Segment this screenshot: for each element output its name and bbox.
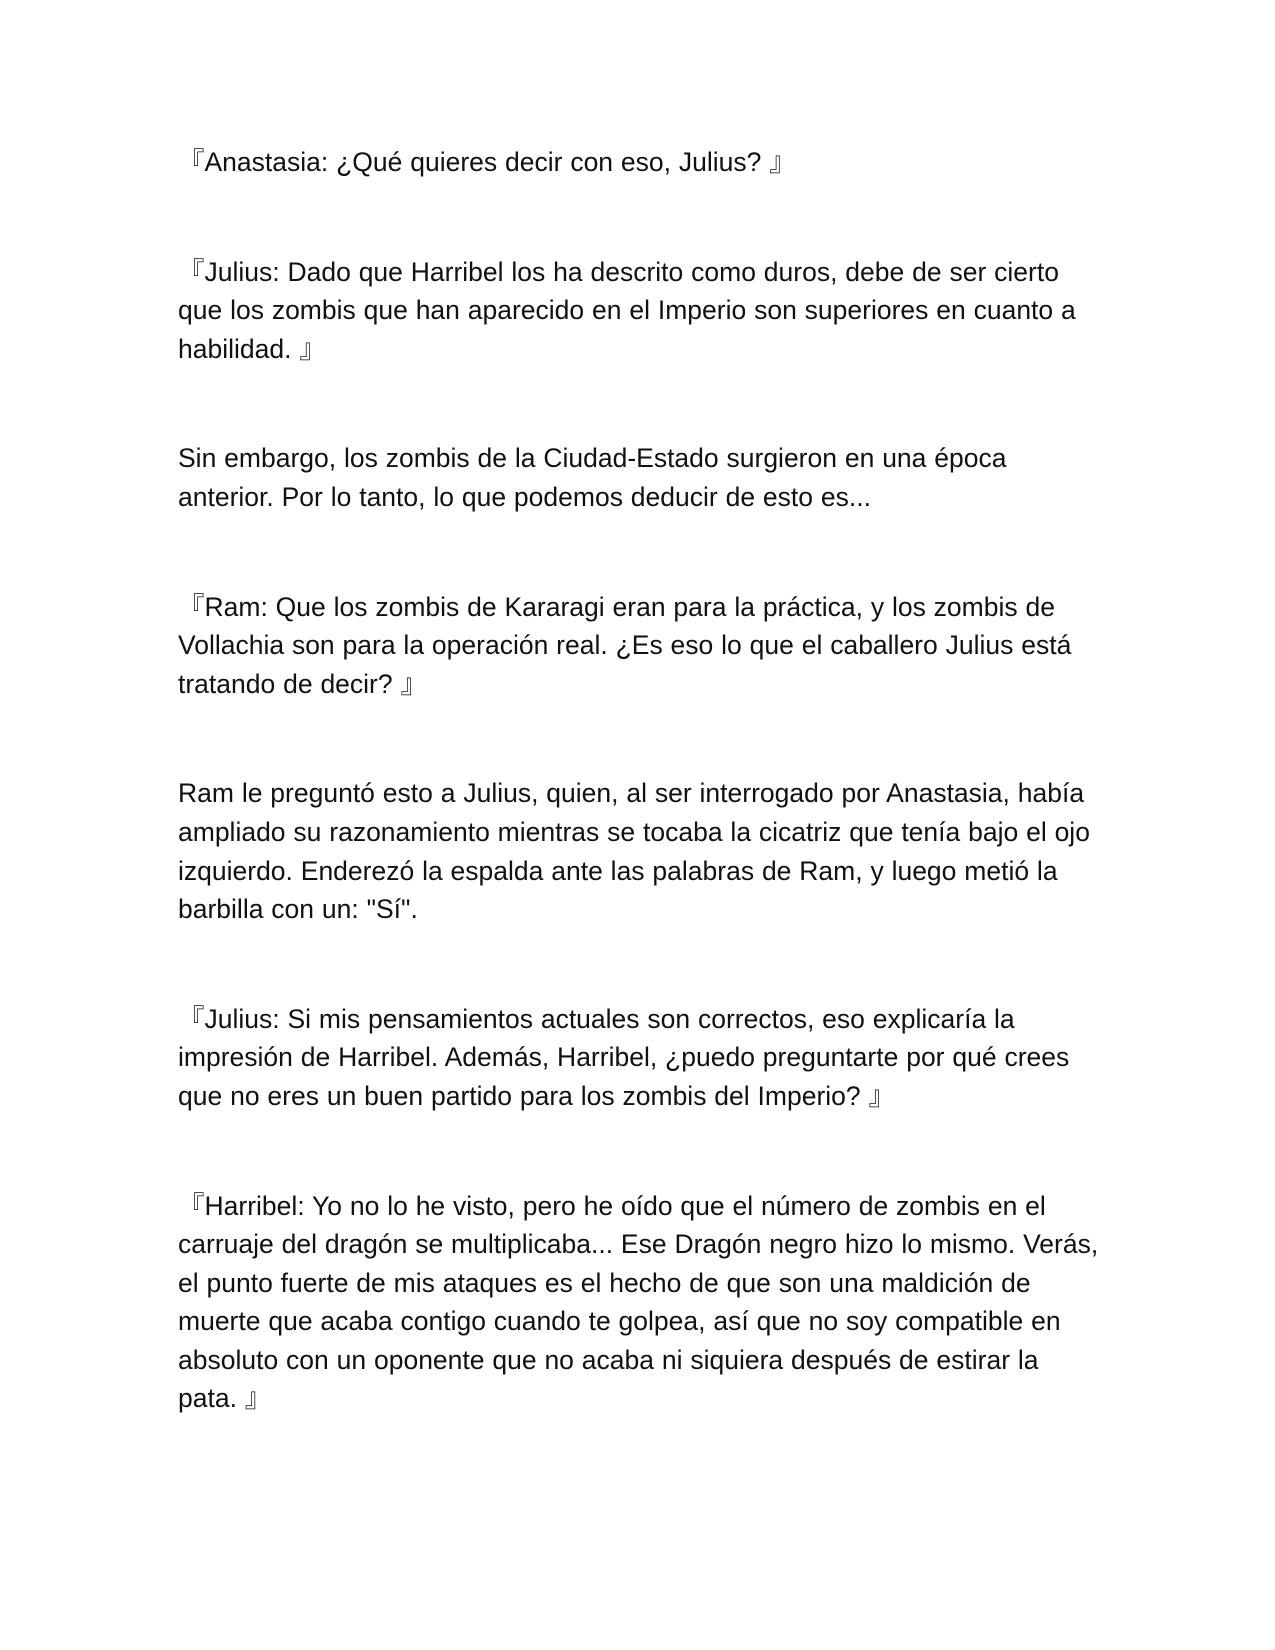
dialogue-ram: 『Ram: Que los zombis de Kararagi eran para la práctica, y los zombis de Vollachia son para la operación real. ¿Es eso lo que el caballero Julius está tratando de decir? 』 <box>178 591 1072 699</box>
narration-1: Sin embargo, los zombis de la Ciudad-Estado surgieron en una época anterior. Por lo tanto, lo que podemos deducir de esto es... <box>178 443 1007 512</box>
dialogue-harribel: 『Harribel: Yo no lo he visto, pero he oído que el número de zombis en el carruaje del dragón se multiplicaba... Ese Dragón negro hizo lo mismo. Verás, el punto fuerte de mis ataques es el hecho de que son una maldición de muerte que acaba contigo cuando te golpea, así que no soy compatible en absoluto con un oponente que no acaba ni siquiera después de estirar la pata. 』 <box>178 1190 1099 1414</box>
dialogue-julius-2: 『Julius: Si mis pensamientos actuales son correctos, eso explicaría la impresión de Harribel. Además, Harribel, ¿puedo preguntarte por qué crees que no eres un buen partido para los zombis del Imperio? 』 <box>178 1003 1070 1111</box>
text-column <box>178 143 1103 1418</box>
dialogue-julius-1: 『Julius: Dado que Harribel los ha descrito como duros, debe de ser cierto que los zombis que han aparecido en el Imperio son superiores en cuanto a habilidad. 』 <box>178 256 1076 364</box>
dialogue-anastasia: 『Anastasia: ¿Qué quieres decir con eso, Julius? 』 <box>178 147 796 177</box>
narration-2: Ram le preguntó esto a Julius, quien, al ser interrogado por Anastasia, había ampliado su razonamiento mientras se tocaba la cicatriz que tenía bajo el ojo izquierdo. Enderezó la espalda ante las palabras de Ram, y luego metió la barbilla con un: "Sí". <box>178 778 1090 925</box>
